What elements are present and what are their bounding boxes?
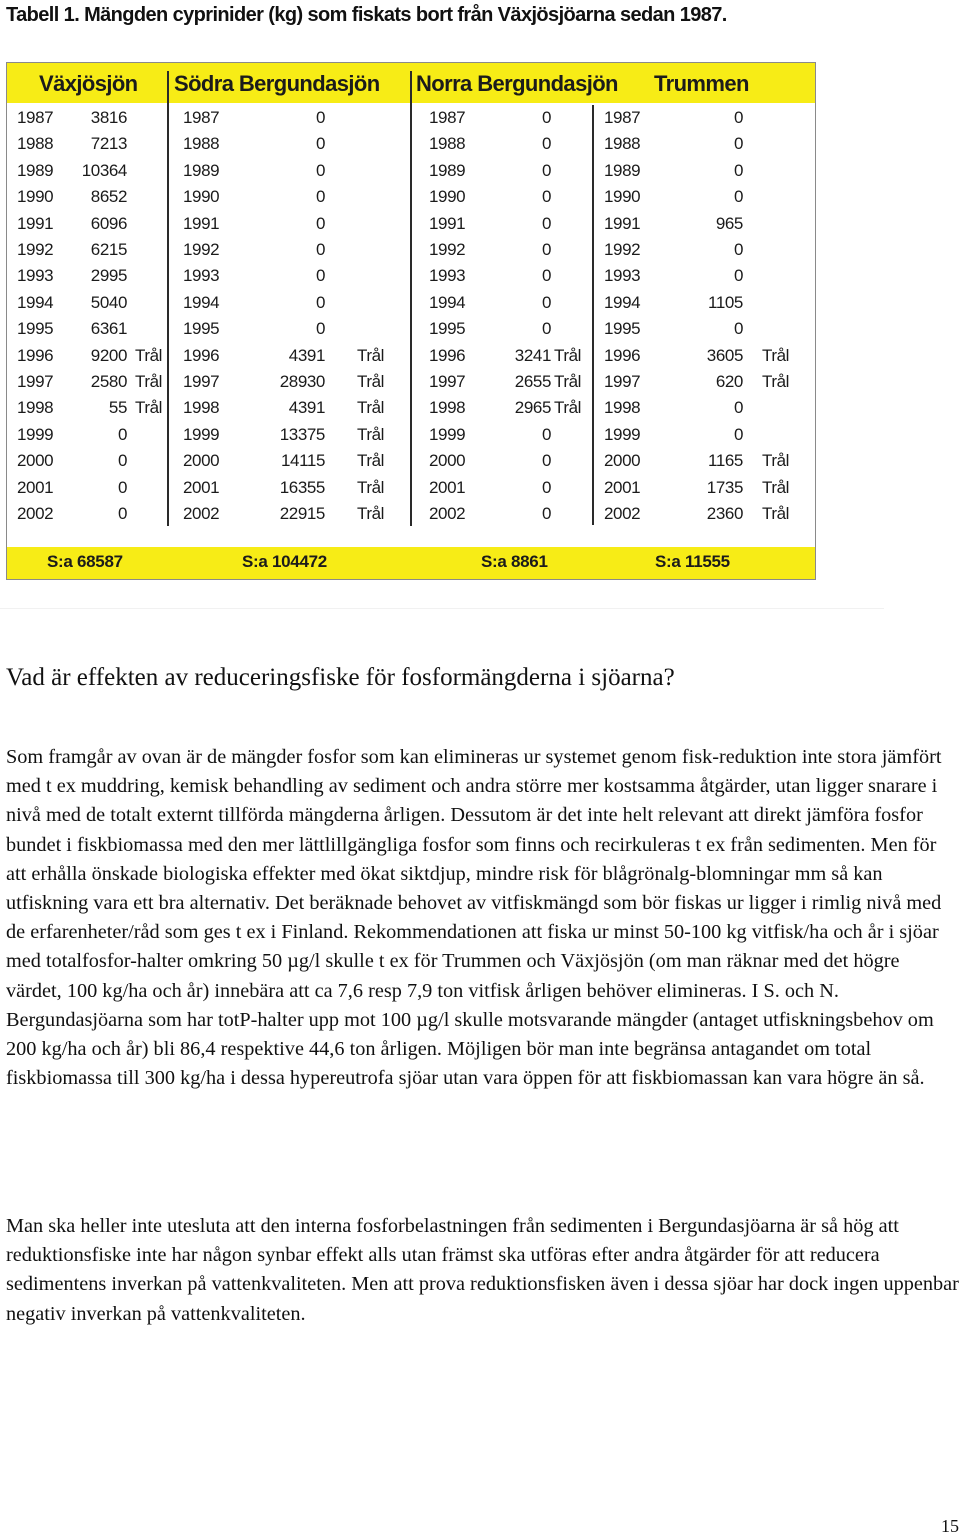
year-cell: 1998 [604, 398, 641, 418]
value-cell: 620 [715, 372, 743, 391]
sum-sodra-bergundasjon: S:a 104472 [242, 552, 327, 571]
year-cell: 2001 [17, 477, 54, 497]
year-cell: 1991 [604, 213, 641, 233]
method-cell: Trål [762, 504, 790, 523]
value-cell: 7213 [90, 134, 127, 154]
year-cell: 1987 [183, 108, 220, 127]
year-cell: 2002 [429, 504, 466, 523]
year-cell: 1997 [183, 372, 220, 391]
method-cell: Trål [762, 451, 790, 471]
value-cell: 2360 [706, 504, 743, 523]
year-cell: 1991 [183, 213, 220, 233]
column-divider [592, 105, 594, 525]
value-cell: 2655 [514, 372, 551, 391]
year-cell: 2002 [183, 504, 220, 523]
method-cell: Trål [357, 504, 385, 523]
year-cell: 2000 [183, 451, 220, 471]
year-cell: 1996 [429, 345, 466, 365]
year-cell: 1998 [17, 398, 54, 418]
page-number: 15 [941, 1516, 959, 1536]
value-cell: 0 [541, 451, 551, 471]
year-cell: 1988 [183, 134, 220, 154]
year-cell: 1989 [429, 160, 466, 180]
value-cell: 0 [117, 477, 127, 497]
year-cell: 1996 [183, 345, 220, 365]
value-cell: 0 [733, 160, 743, 180]
sum-trummen: S:a 11555 [655, 552, 730, 571]
year-cell: 1987 [429, 108, 466, 127]
year-cell: 1993 [17, 266, 54, 286]
value-cell: 0 [541, 240, 551, 259]
value-cell: 965 [715, 213, 743, 233]
year-cell: 1990 [17, 187, 54, 207]
year-cell: 2000 [429, 451, 466, 471]
method-cell: Trål [554, 398, 582, 418]
year-cell: 1993 [429, 266, 466, 286]
value-cell: 0 [733, 319, 743, 339]
year-cell: 1997 [604, 372, 641, 391]
year-cell: 1996 [17, 345, 54, 365]
year-cell: 1987 [604, 108, 641, 127]
value-cell: 55 [108, 398, 127, 418]
year-cell: 1991 [17, 213, 54, 233]
value-cell: 8652 [90, 187, 127, 207]
value-cell: 6361 [90, 319, 127, 339]
year-cell: 1990 [604, 187, 641, 207]
value-cell: 6096 [90, 213, 127, 233]
year-cell: 2000 [17, 451, 54, 471]
value-cell: 0 [733, 134, 743, 154]
value-cell: 3605 [706, 345, 743, 365]
method-cell: Trål [357, 372, 385, 391]
method-cell: Trål [554, 345, 582, 365]
column-divider [410, 71, 412, 526]
year-cell: 1988 [429, 134, 466, 154]
value-cell: 0 [315, 187, 325, 207]
year-cell: 1992 [183, 240, 220, 259]
year-cell: 1999 [17, 424, 54, 444]
lake-header-trummen: Trummen [654, 71, 749, 96]
year-cell: 1989 [17, 160, 54, 180]
value-cell: 28930 [279, 372, 325, 391]
value-cell: 0 [541, 424, 551, 444]
value-cell: 0 [315, 266, 325, 286]
year-cell: 1999 [604, 424, 641, 444]
value-cell: 4391 [288, 345, 325, 365]
value-cell: 2995 [90, 266, 127, 286]
year-cell: 2000 [604, 451, 641, 471]
year-cell: 1994 [183, 292, 220, 312]
value-cell: 0 [541, 213, 551, 233]
column-divider [167, 71, 169, 526]
year-cell: 1989 [183, 160, 220, 180]
year-cell: 1998 [183, 398, 220, 418]
year-cell: 1992 [604, 240, 641, 259]
value-cell: 0 [541, 134, 551, 154]
year-cell: 1992 [17, 240, 54, 259]
year-cell: 1987 [17, 108, 54, 127]
value-cell: 1165 [708, 451, 743, 471]
year-cell: 2001 [604, 477, 641, 497]
value-cell: 2965 [514, 398, 551, 418]
year-cell: 1995 [429, 319, 466, 339]
value-cell: 16355 [279, 477, 325, 497]
value-cell: 0 [541, 477, 551, 497]
year-cell: 2001 [183, 477, 220, 497]
year-cell: 1988 [17, 134, 54, 154]
value-cell: 0 [733, 424, 743, 444]
value-cell: 0 [733, 108, 743, 127]
value-cell: 0 [733, 266, 743, 286]
sum-norra-bergundasjon: S:a 8861 [481, 552, 548, 571]
value-cell: 0 [117, 451, 127, 471]
year-cell: 2002 [17, 504, 54, 523]
method-cell: Trål [135, 345, 163, 365]
year-cell: 1997 [429, 372, 466, 391]
value-cell: 0 [733, 187, 743, 207]
method-cell: Trål [357, 451, 385, 471]
method-cell: Trål [357, 477, 385, 497]
year-cell: 1990 [183, 187, 220, 207]
year-cell: 1991 [429, 213, 466, 233]
year-cell: 1993 [183, 266, 220, 286]
year-cell: 1997 [17, 372, 54, 391]
value-cell: 0 [541, 187, 551, 207]
method-cell: Trål [554, 372, 582, 391]
value-cell: 4391 [288, 398, 325, 418]
year-cell: 1995 [183, 319, 220, 339]
value-cell: 1105 [708, 292, 743, 312]
value-cell: 5040 [90, 292, 127, 312]
year-cell: 1988 [604, 134, 641, 154]
value-cell: 22915 [279, 504, 325, 523]
method-cell: Trål [357, 345, 385, 365]
year-cell: 1995 [604, 319, 641, 339]
year-cell: 1999 [429, 424, 466, 444]
value-cell: 14115 [280, 451, 325, 471]
year-cell: 1998 [429, 398, 466, 418]
sum-vaxjosjon: S:a 68587 [47, 552, 123, 571]
year-cell: 1993 [604, 266, 641, 286]
value-cell: 0 [315, 213, 325, 233]
year-cell: 2001 [429, 477, 466, 497]
value-cell: 0 [117, 424, 127, 444]
value-cell: 0 [541, 108, 551, 127]
year-cell: 1989 [604, 160, 641, 180]
section-heading: Vad är effekten av reduceringsfiske för fosformängderna i sjöarna? [6, 664, 675, 691]
value-cell: 0 [315, 108, 325, 127]
method-cell: Trål [762, 372, 790, 391]
method-cell: Trål [357, 398, 385, 418]
value-cell: 1735 [706, 477, 743, 497]
value-cell: 0 [541, 504, 551, 523]
lake-header-norra-bergundasjon: Norra Bergundasjön [416, 71, 618, 96]
value-cell: 0 [541, 266, 551, 286]
value-cell: 0 [315, 134, 325, 154]
table-caption: Tabell 1. Mängden cyprinider (kg) som fiskats bort från Växjösjöarna sedan 1987. [6, 4, 727, 26]
lake-header-vaxjosjon: Växjösjön [39, 71, 138, 96]
year-cell: 1994 [429, 292, 466, 312]
catch-table [6, 62, 816, 580]
year-cell: 1990 [429, 187, 466, 207]
value-cell: 0 [733, 398, 743, 418]
value-cell: 6215 [90, 240, 127, 259]
value-cell: 0 [541, 292, 551, 312]
year-cell: 2002 [604, 504, 641, 523]
year-cell: 1999 [183, 424, 220, 444]
value-cell: 3816 [90, 108, 127, 127]
method-cell: Trål [135, 398, 163, 418]
year-cell: 1992 [429, 240, 466, 259]
year-cell: 1995 [17, 319, 54, 339]
year-cell: 1994 [17, 292, 54, 312]
lake-header-sodra-bergundasjon: Södra Bergundasjön [174, 71, 380, 96]
value-cell: 0 [315, 292, 325, 312]
value-cell: 0 [541, 319, 551, 339]
value-cell: 0 [733, 240, 743, 259]
body-paragraph: Som framgår av ovan är de mängder fosfor som kan elimineras ur systemet genom fisk-reduktion inte stora jämfört med t ex muddring, kemisk behandling av sediment och andra större mer kostsamma åtgärder, utan ligger snarare i nivå med de totalt externt tillförda mängderna årligen. Dessutom är det inte helt relevant att direkt jämföra fosfor bundet i fiskbiomassa med den mer lättlillgängliga fosfor som finns och recirkuleras t ex från sedimenten. Men för att erhålla önskade biologiska effekter med ökat siktdjup, mindre risk för blågrönalg-blomningar mm så kan utfiskning vara ett bra alternativ. Det beräknade behovet av vitfiskmängd som bör fiskas ur ligger i rimlig nivå med de erfarenheter/råd som ges t ex i Finland. Rekommendationen att fiska ur minst 50-100 kg vitfisk/ha och år i sjöar med totalfosfor-halter omkring 50 µg/l skulle t ex för Trummen och Växjösjön (om man räknar med det högre värdet, 100 kg/ha och år) innebära att ca 7,6 resp 7,9 ton vitfisk årligen behöver elimineras. I S. och N. Bergundasjöarna som har totP-halter upp mot 100 µg/l skulle motsvarande mängder (antaget utfiskningsbehov om 200 kg/ha och år) bli 86,4 respektive 44,6 ton årligen. Möjligen bör man inte begränsa antagandet om total fiskbiomassa till 300 kg/ha i dessa hypereutrofa sjöar utan vara öppen för att fiskbiomassan kan vara högre än så. [6, 746, 942, 1090]
value-cell: 0 [315, 240, 325, 259]
year-cell: 1996 [604, 345, 641, 365]
value-cell: 0 [541, 160, 551, 180]
value-cell: 9200 [90, 345, 127, 365]
value-cell: 13375 [279, 424, 325, 444]
value-cell: 0 [117, 504, 127, 523]
divider [0, 608, 884, 609]
value-cell: 0 [315, 319, 325, 339]
value-cell: 10364 [81, 160, 127, 180]
method-cell: Trål [762, 477, 790, 497]
value-cell: 3241 [514, 345, 551, 365]
body-paragraph: Man ska heller inte utesluta att den interna fosforbelastningen från sedimenten i Bergundasjöarna är så hög att reduktionsfiske inte har någon synbar effekt alls utan främst ska utföras efter andra åtgärder för att reducera sedimentens inverkan på vattenkvaliteten. Men att prova reduktionsfisken även i dessa sjöar har dock ingen uppenbar negativ inverkan på vattenkvaliteten. [6, 1215, 959, 1325]
value-cell: 2580 [90, 372, 127, 391]
value-cell: 0 [315, 160, 325, 180]
method-cell: Trål [135, 372, 163, 391]
year-cell: 1994 [604, 292, 641, 312]
method-cell: Trål [357, 424, 385, 444]
method-cell: Trål [762, 345, 790, 365]
